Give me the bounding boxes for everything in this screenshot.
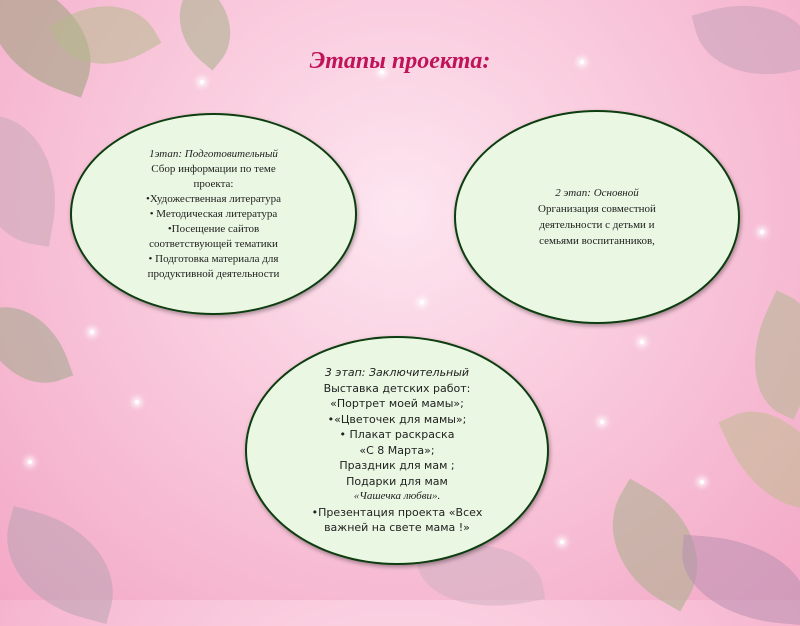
stage-1-line: • Подготовка материала для xyxy=(148,252,279,265)
stage-2-heading: 2 этап: Основной xyxy=(555,187,639,199)
stage-3-line: •Презентация проекта «Всех xyxy=(311,505,483,519)
stage-2-line: деятельности с детьми и xyxy=(539,219,655,231)
stage-3-line: •«Цветочек для мамы»; xyxy=(327,412,467,426)
stage-1-heading: 1этап: Подготовительный xyxy=(149,147,278,160)
stage-3-oval xyxy=(245,336,549,565)
stage-1-line: проекта: xyxy=(193,177,234,190)
stage-1-oval xyxy=(70,113,357,315)
stage-2-oval xyxy=(454,110,740,324)
stage-1-line: соответствующей тематики xyxy=(149,237,278,250)
stage-3-heading: 3 этап: Заключительный xyxy=(324,366,470,380)
stage-1-line: Сбор информации по теме xyxy=(151,162,276,175)
stage-3-line: важней на свете мама !» xyxy=(324,521,470,535)
stage-1-line: • Методическая литература xyxy=(149,207,278,220)
stage-1-line: продуктивной деятельности xyxy=(147,267,280,280)
slide-title: Этапы проекта: xyxy=(309,48,491,74)
stage-2-line: семьями воспитанников, xyxy=(539,235,655,247)
stage-1-line: •Художественная литература xyxy=(146,192,281,205)
stage-3-italic-line: «Чашечка любви». xyxy=(353,490,441,503)
stage-3-line: Праздник для мам ; xyxy=(339,459,455,473)
stage-3-line: «С 8 Марта»; xyxy=(359,443,435,457)
stage-2-line: Организация совместной xyxy=(538,203,656,215)
stage-3-line: «Портрет моей мамы»; xyxy=(330,397,464,411)
stage-1-line: •Посещение сайтов xyxy=(167,222,260,235)
stage-3-line: Выставка детских работ: xyxy=(323,381,471,395)
stage-3-line: • Плакат раскраска xyxy=(339,428,455,442)
stage-3-line: Подарки для мам xyxy=(346,474,448,488)
